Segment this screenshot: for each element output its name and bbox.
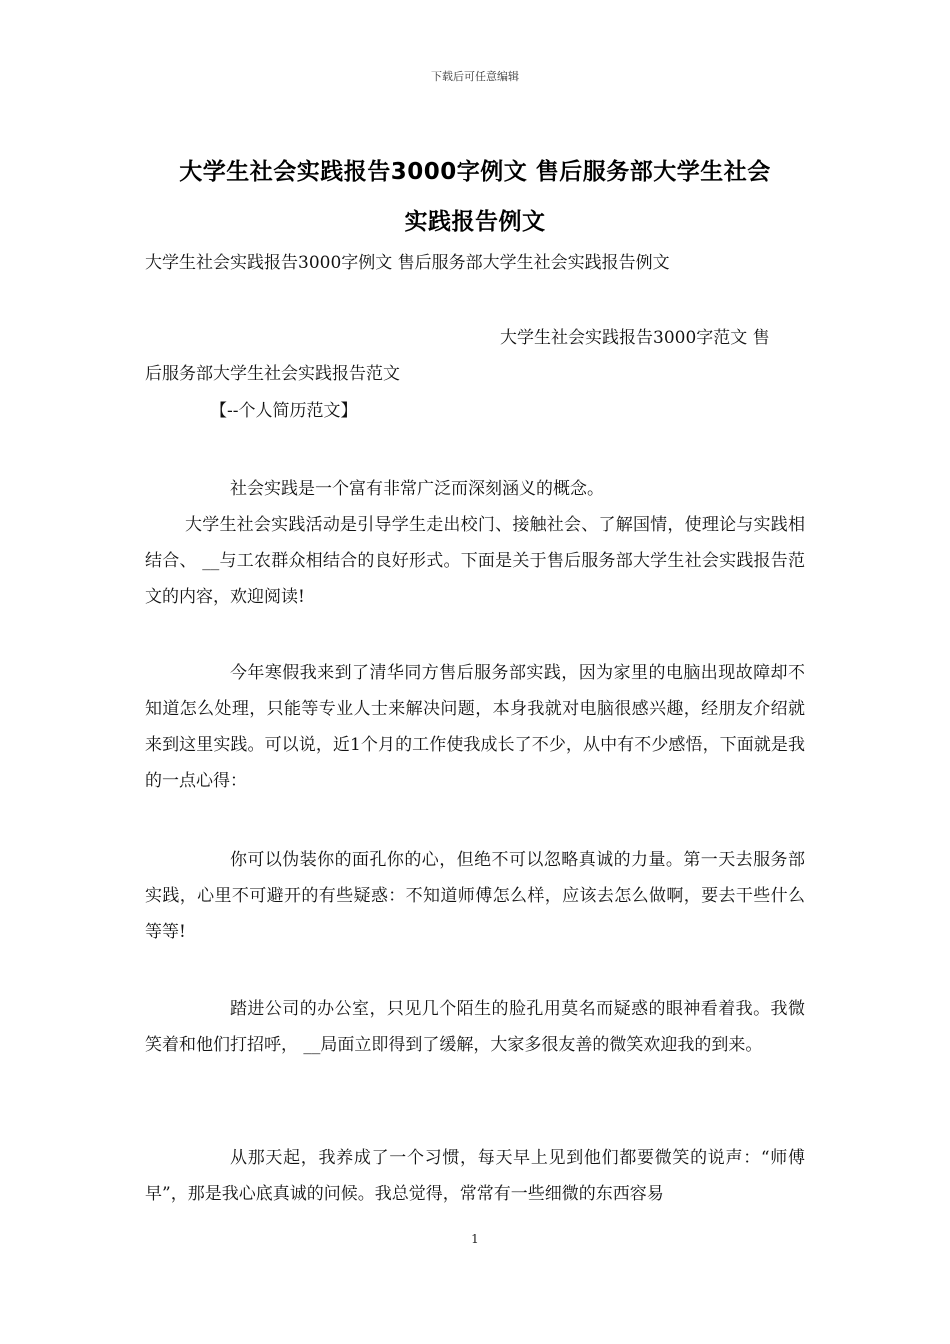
header-note: 下载后可任意编辑 (431, 70, 519, 83)
document-title-line-1: 大学生社会实践报告3000字例文 售后服务部大学生社会 (179, 159, 771, 185)
intro-line-2: 后服务部大学生社会实践报告范文 (145, 364, 400, 384)
intro-source: 【--个人简历范文】 (210, 401, 358, 421)
paragraph-2: 大学生社会实践活动是引导学生走出校门、接触社会、了解国情，使理论与实践相结合、 __与工农群众相结合的良好形式。下面是关于售后服务部大学生社会实践报告范文的内容，欢迎阅读! (145, 515, 805, 607)
paragraph-1: 社会实践是一个富有非常广泛而深刻涵义的概念。 (230, 479, 604, 499)
paragraph-5: 踏进公司的办公室，只见几个陌生的脸孔用莫名而疑惑的眼神看着我。我微笑着和他们打招呼， __局面立即得到了缓解，大家多很友善的微笑欢迎我的到来。 (145, 999, 805, 1055)
page-number: 1 (471, 1232, 479, 1246)
document-subtitle: 大学生社会实践报告3000字例文 售后服务部大学生社会实践报告例文 (145, 253, 670, 273)
paragraph-6: 从那天起，我养成了一个习惯，每天早上见到他们都要微笑的说声：“师傅早”，那是我心底真诚的问候。我总觉得，常常有一些细微的东西容易 (145, 1148, 805, 1204)
paragraph-3: 今年寒假我来到了清华同方售后服务部实践，因为家里的电脑出现故障却不知道怎么处理，只能等专业人士来解决问题，本身我就对电脑很感兴趣，经朋友介绍就来到这里实践。可以说，近1个月的工作使我成长了不少，从中有不少感悟，下面就是我的一点心得： (145, 663, 805, 791)
document-title-line-2: 实践报告例文 (404, 209, 546, 235)
paragraph-4: 你可以伪装你的面孔你的心，但绝不可以忽略真诚的力量。第一天去服务部实践，心里不可避开的有些疑惑：不知道师傅怎么样，应该去怎么做啊，要去干些什么等等! (145, 850, 805, 942)
intro-line-1: 大学生社会实践报告3000字范文 售 (500, 328, 770, 348)
